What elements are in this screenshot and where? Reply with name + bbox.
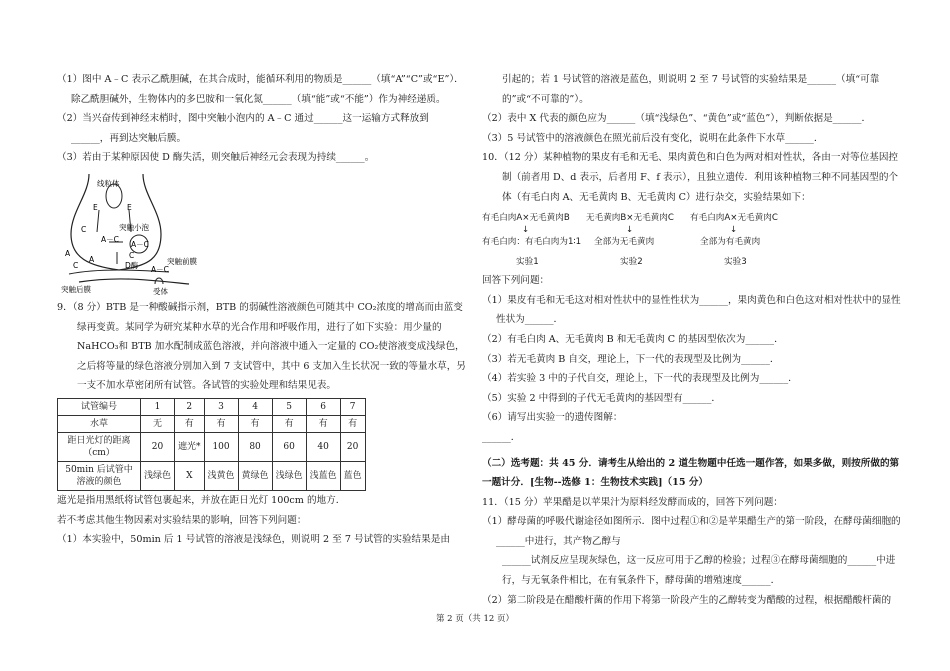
q11-part1b: ______试剂反应呈现灰绿色，这一反应可用于乙醇的检验；过程③在酵母菌细胞的______中进行，与无氧条件相比，在有氧条件下，酵母菌的增殖速度______． (502, 555, 896, 587)
q9-part3: （3）5 号试管中的溶液颜色在照光前后没有变化，说明在此条件下水草______． (482, 132, 824, 144)
section2-heading: （二）选考题：共 45 分．请考生从给出的 2 道生物题中任选一题作答，如果多做，则按所做的第一题计分．[生物--选修 1：生物技术实践]（15 分） (482, 457, 900, 489)
q10-prompt: 回答下列问题： (482, 275, 550, 287)
q10-part4: （4）若实验 3 中的子代自交，理论上，下一代的表现型及比例为______． (482, 373, 798, 385)
table-cell: 有 (238, 415, 272, 432)
table-cell: 有 (306, 415, 340, 432)
q8-part3: （3）若由于某种原因使 D 酶失活，则突触后神经元会表现为持续______。 (57, 152, 375, 164)
postsynaptic-label: 突触后膜 (61, 284, 91, 294)
q11-intro: 11．（15 分）苹果醋是以苹果汁为原料经发酵而成的，回答下列问题： (482, 496, 783, 508)
table-cell: X (175, 461, 205, 490)
exp2-arrow: ↓ (626, 225, 634, 236)
synapse-diagram (57, 172, 467, 296)
e-label-2: E (127, 202, 132, 212)
q9-part1: （1）本实验中，50min 后 1 号试管的溶液是浅绿色，则说明 2 至 7 号试管的实验结果是由 (57, 534, 450, 546)
q11-part2: （2）第二阶段是在醋酸杆菌的作用下将第一阶段产生的乙醇转变为醋酸的过程，根据醋酸杆菌的 (482, 594, 892, 606)
receptor-label: 受体 (153, 286, 168, 296)
table-row (58, 432, 366, 461)
c-label-3: C (73, 260, 79, 270)
exp3-label: 实验3 (724, 257, 747, 268)
table-cell: 遮光* (175, 432, 205, 461)
table-cell: 80 (238, 432, 272, 461)
synapse-illustration (59, 172, 219, 296)
ac-label-1: A－C (101, 234, 119, 244)
q8-part1: （1）图中 A﹣C 表示乙酰胆碱，在其合成时，能循环利用的物质是______（填“A”“C”或“E”）．除乙酰胆碱外，生物体内的多巴胺和一氧化氮______（填“能”或“不能”）作为神经递质。 (57, 74, 464, 105)
table-cell: 浅黄色 (204, 461, 238, 490)
table-cell: 浅绿色 (141, 461, 175, 490)
exp1-parents: 有毛白肉A×无毛黄肉B (482, 213, 570, 224)
a-label-2: A (89, 254, 95, 264)
table-cell: 40 (306, 432, 340, 461)
exp3-arrow: ↓ (730, 225, 738, 236)
q9-part2: （2）表中 X 代表的颜色应为______（填“浅绿色”、“黄色”或“蓝色”），判断依据是______． (482, 113, 872, 125)
table-cell: 5 (272, 398, 306, 415)
q10-part5: （5）实验 2 中得到的子代无毛黄肉的基因型有______． (482, 392, 721, 404)
exp3-offspring: 全部为有毛黄肉 (700, 237, 761, 248)
table-cell: 有 (204, 415, 238, 432)
exp3-parents: 有毛白肉A×无毛黄肉C (690, 213, 778, 224)
shading-note: 遮光是指用黑纸将试管包裹起来，并放在距日光灯 100cm 的地方． (57, 494, 346, 506)
table-cell: 1 (141, 398, 175, 415)
q8-part2: （2）当兴奋传到神经末梢时，图中突触小泡内的 A﹣C 通过______这一运输方式释放到______，再到达突触后膜。 (57, 113, 429, 144)
table-cell: 有 (175, 415, 205, 432)
table-cell: 3 (204, 398, 238, 415)
presynaptic-label: 突触前膜 (167, 256, 197, 266)
row-header-cell: 试管编号 (58, 398, 141, 415)
table-cell: 蓝色 (340, 461, 365, 490)
q11-part1: （1）酵母菌的呼吸代谢途径如图所示．图中过程①和②是苹果醋生产的第一阶段，在酵母菌细胞的______中进行，其产物乙醇与 (482, 516, 901, 547)
exp2-label: 实验2 (620, 257, 643, 268)
left-column (57, 70, 467, 550)
table-cell: 4 (238, 398, 272, 415)
row-header-cell: 水草 (58, 415, 141, 432)
table-cell: 浅绿色 (272, 461, 306, 490)
a-label-1: A (65, 248, 71, 258)
table-cell: 6 (306, 398, 340, 415)
table-cell: 黄绿色 (238, 461, 272, 490)
cross-experiments (482, 207, 902, 271)
q9-intro: 9．（8 分）BTB 是一种酸碱指示剂，BTB 的弱碱性溶液颜色可随其中 CO₂浓度的增高而由蓝变绿再变黄。某同学为研究某种水草的光合作用和呼吸作用，进行了如下实验：用少量的 NaHCO₃和 BTB 加水配制成蓝色溶液，并向溶液中通入一定量的 CO₂使溶液变成浅绿色，之后将等量的绿色溶液分别加入到 7 支试管中，其中 6 支加入生长状况一致的等量水草，另一支不加水草密闭所有试管。各试管的实验处理和结果见表。 (57, 301, 466, 392)
q10-intro: 10．（12 分）某种植物的果皮有毛和无毛、果肉黄色和白色为两对相对性状，各由一对等位基因控制（前者用 D、d 表示，后者用 F、f 表示），且独立遗传．利用该种植物三种不同基因型的个体（有毛白肉 A、无毛黄肉 B、无毛黄肉 C）进行杂交，实验结果如下： (482, 152, 899, 203)
q10-part2: （2）有毛白肉 A、无毛黄肉 B 和无毛黄肉 C 的基因型依次为______． (482, 333, 784, 345)
c-label-1: C (81, 224, 87, 234)
d-enzyme-label: D酶 (125, 260, 139, 270)
table-cell: 有 (272, 415, 306, 432)
page-footer: 第 2 页（共 12 页） (435, 614, 515, 624)
exp1-label: 实验1 (516, 257, 539, 268)
row-header-cell: 距日光灯的距离（cm） (58, 432, 141, 461)
q10-part3: （3）若无毛黄肉 B 自交，理论上，下一代的表现型及比例为______． (482, 353, 780, 365)
table-cell: 无 (141, 415, 175, 432)
experiment-table (57, 398, 366, 491)
c-label-2: C (129, 250, 135, 260)
exp2-parents: 无毛黄肉B×无毛黄肉C (586, 213, 674, 224)
table-row (58, 461, 366, 490)
row-header-cell: 50min 后试管中溶液的颜色 (58, 461, 141, 490)
exp2-offspring: 全部为无毛黄肉 (594, 237, 655, 248)
vesicle-label: 突触小泡 (119, 222, 149, 232)
table-cell: 7 (340, 398, 365, 415)
exp1-offspring: 有毛白肉：有毛白肉为1∶1 (482, 237, 582, 248)
table-cell: 60 (272, 432, 306, 461)
table-cell: 浅蓝色 (306, 461, 340, 490)
exp1-arrow: ↓ (522, 225, 530, 236)
q9-prompt: 若不考虑其他生物因素对实验结果的影响，回答下列问题： (57, 514, 307, 526)
ac-label-3: A－C (151, 264, 169, 274)
q10-part6: （6）请写出实验一的遗传图解： (482, 412, 623, 424)
table-cell: 100 (204, 432, 238, 461)
table-row (58, 415, 366, 432)
experiment-table-body (58, 398, 366, 490)
table-cell: 有 (340, 415, 365, 432)
table-cell: 20 (141, 432, 175, 461)
mitochondria-label: 线粒体 (97, 178, 120, 188)
q9-part1-continued: 引起的；若 1 号试管的溶液是蓝色，则说明 2 至 7 号试管的实验结果是______（填“可靠的”或“不可靠的”）。 (502, 74, 880, 105)
e-label-1: E (93, 202, 98, 212)
ac-label-2: A－C (131, 239, 149, 249)
right-column (482, 70, 902, 610)
postsynaptic-membrane-line (79, 279, 189, 284)
q10-part6-blank: ______． (482, 431, 521, 443)
presynaptic-terminal-outline (71, 174, 161, 270)
table-cell: 20 (340, 432, 365, 461)
table-cell: 2 (175, 398, 205, 415)
table-row (58, 398, 366, 415)
q10-part1: （1）果皮有毛和无毛这对相对性状中的显性性状为______，果肉黄色和白色这对相对性状中的显性性状为______． (482, 294, 901, 326)
